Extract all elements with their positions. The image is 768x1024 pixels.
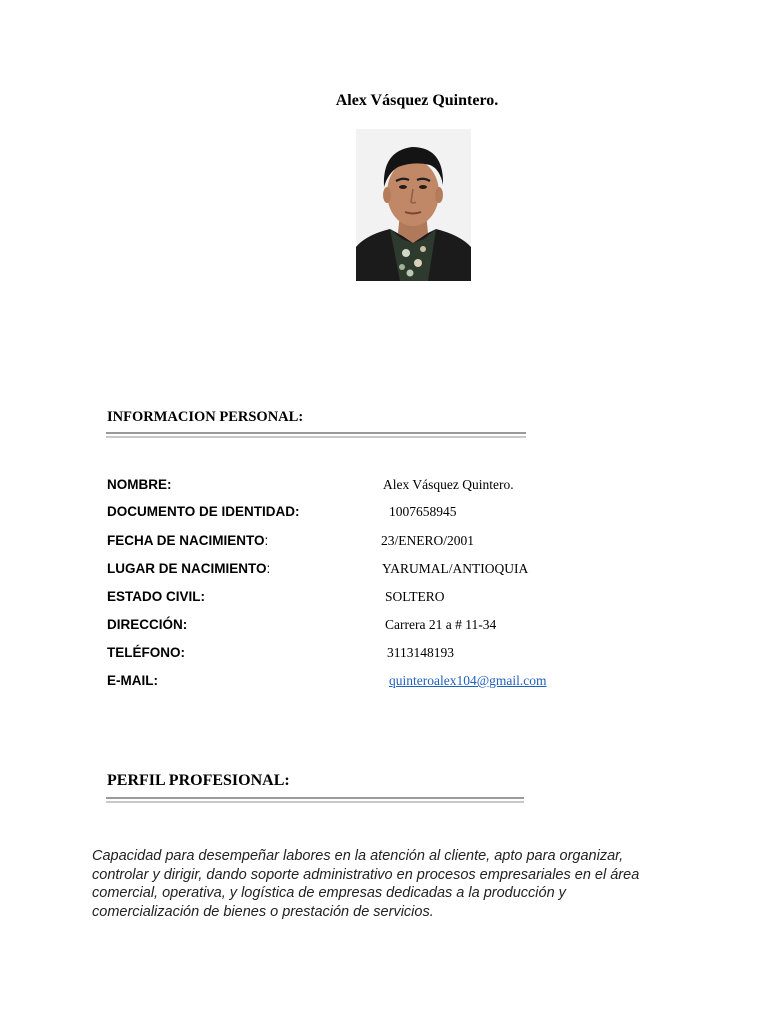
value-documento: 1007658945 — [389, 504, 457, 519]
section-divider — [106, 432, 526, 438]
label-documento: DOCUMENTO DE IDENTIDAD: — [107, 504, 300, 519]
section-divider — [106, 797, 524, 803]
value-estado-civil: SOLTERO — [385, 589, 445, 604]
label-email: E-MAIL: — [107, 673, 158, 688]
label-lugar-nacimiento-colon: : — [266, 561, 271, 576]
label-estado-civil: ESTADO CIVIL: — [107, 589, 206, 604]
email-link[interactable]: quinteroalex104@gmail.com — [389, 673, 547, 688]
label-fecha-nacimiento-colon: : — [264, 533, 269, 548]
value-lugar-nacimiento: YARUMAL/ANTIOQUIA — [382, 561, 529, 576]
document-title: Alex Vásquez Quintero. — [335, 92, 499, 109]
value-telefono: 3113148193 — [387, 645, 454, 660]
profile-summary-line: comercialización de bienes o prestación de servicios. — [92, 903, 434, 920]
profile-photo — [356, 129, 471, 281]
profile-summary-line: controlar y dirigir, dando soporte administrativo en procesos empresariales en el área — [92, 866, 640, 883]
value-fecha-nacimiento: 23/ENERO/2001 — [381, 533, 474, 548]
profile-summary-line: comercial, operativa, y logística de empresas dedicadas a la producción y — [92, 885, 566, 901]
profile-summary — [92, 847, 672, 921]
profile-summary-line: Capacidad para desempeñar labores en la atención al cliente, apto para organizar, — [92, 848, 624, 864]
value-nombre: Alex Vásquez Quintero. — [383, 477, 514, 492]
label-nombre: NOMBRE: — [107, 477, 172, 492]
label-lugar-nacimiento — [107, 561, 270, 576]
section-heading-perfil: PERFIL PROFESIONAL: — [107, 772, 290, 789]
label-telefono: TELÉFONO: — [107, 645, 185, 660]
value-direccion: Carrera 21 a # 11-34 — [385, 617, 497, 632]
label-fecha-nacimiento-text: FECHA DE NACIMIENTO — [107, 533, 265, 548]
label-fecha-nacimiento — [107, 533, 268, 548]
section-heading-personal: INFORMACION PERSONAL: — [107, 409, 304, 425]
label-lugar-nacimiento-text: LUGAR DE NACIMIENTO — [107, 561, 267, 576]
label-direccion: DIRECCIÓN: — [107, 617, 188, 632]
